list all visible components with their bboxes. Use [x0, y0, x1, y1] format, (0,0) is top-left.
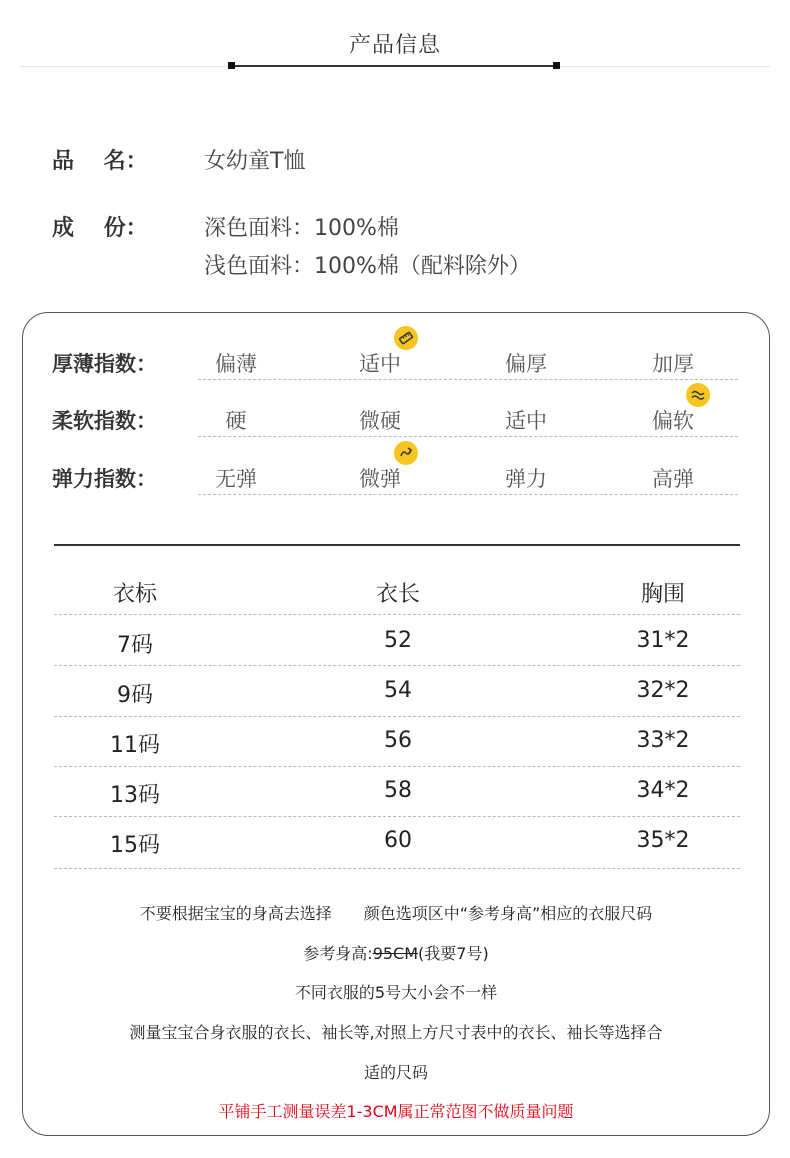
thickness-index-label: 厚薄指数： — [52, 352, 157, 376]
softness-option: 偏软 — [652, 409, 694, 433]
size-table-cell: 52 — [384, 628, 412, 653]
measurement-warning: 平铺手工测量误差1-3CM属正常范图不做质量问题 — [218, 1102, 574, 1121]
note-line: 不要根据宝宝的身高去选择 颜色选项区中“参考身高”相应的衣服尺码 — [139, 904, 653, 923]
size-table-cell: 7码 — [117, 633, 153, 658]
info-name-label: 品 名： — [52, 149, 148, 174]
size-table-cell: 15码 — [110, 833, 160, 858]
size-table-cell: 34*2 — [636, 778, 690, 803]
elasticity-option: 无弹 — [215, 467, 257, 491]
note-reference-suffix: (我要7号) — [418, 944, 489, 963]
header-underline — [231, 65, 557, 67]
elasticity-index-label: 弹力指数： — [52, 467, 157, 491]
info-composition-value-light: 浅色面料：100%棉（配料除外） — [204, 254, 531, 279]
thickness-divider — [198, 379, 738, 380]
info-composition-value-dark: 深色面料：100%棉 — [204, 216, 399, 241]
note-reference-height — [22, 941, 770, 964]
thickness-option: 适中 — [359, 352, 401, 376]
size-table-header: 胸围 — [640, 582, 685, 607]
size-table-cell: 9码 — [117, 683, 153, 708]
info-composition-label: 成 份： — [52, 216, 148, 241]
size-table-divider — [54, 766, 740, 767]
note-reference-strike: 95CM — [372, 944, 419, 963]
softness-option: 硬 — [225, 409, 247, 433]
ruler-icon — [394, 326, 418, 350]
elasticity-option: 微弹 — [359, 467, 401, 491]
header-underline-dot-left — [228, 62, 235, 69]
softness-option: 适中 — [505, 409, 547, 433]
info-name-value: 女幼童T恤 — [204, 149, 306, 174]
elasticity-option: 高弹 — [652, 467, 694, 491]
size-table-header: 衣长 — [375, 582, 420, 607]
header-underline-dot-right — [553, 62, 560, 69]
note-line: 适的尺码 — [363, 1063, 428, 1082]
note-reference-prefix: 参考身高: — [303, 944, 373, 963]
size-table-cell: 11码 — [110, 733, 160, 758]
size-table-divider — [54, 665, 740, 666]
size-table-divider — [54, 868, 740, 869]
size-table-divider — [54, 816, 740, 817]
note-line: 不同衣服的5号大小会不一样 — [294, 983, 498, 1002]
size-table-cell: 13码 — [110, 783, 160, 808]
size-table-cell: 32*2 — [636, 678, 690, 703]
softness-index-label: 柔软指数： — [52, 409, 157, 433]
size-table-cell: 33*2 — [636, 728, 690, 753]
softness-divider — [198, 436, 738, 437]
size-table-divider — [54, 716, 740, 717]
size-table-cell: 54 — [384, 678, 412, 703]
elasticity-divider — [198, 494, 738, 495]
size-table-top-rule — [54, 544, 740, 546]
page-title: 产品信息 — [348, 33, 441, 58]
size-table-cell: 58 — [384, 778, 412, 803]
size-table-header: 衣标 — [112, 582, 157, 607]
thickness-option: 偏薄 — [215, 352, 257, 376]
thickness-option: 加厚 — [652, 352, 694, 376]
stretch-icon — [394, 441, 418, 465]
size-table-divider — [54, 614, 740, 615]
size-table-cell: 35*2 — [636, 828, 690, 853]
size-table-cell: 31*2 — [636, 628, 690, 653]
softness-option: 微硬 — [359, 409, 401, 433]
size-table-cell: 56 — [384, 728, 412, 753]
thickness-option: 偏厚 — [505, 352, 547, 376]
elasticity-option: 弹力 — [505, 467, 547, 491]
wave-icon — [686, 383, 710, 407]
note-line: 测量宝宝合身衣服的衣长、袖长等,对照上方尺寸表中的衣长、袖长等选择合 — [129, 1023, 663, 1042]
size-table-cell: 60 — [384, 828, 412, 853]
